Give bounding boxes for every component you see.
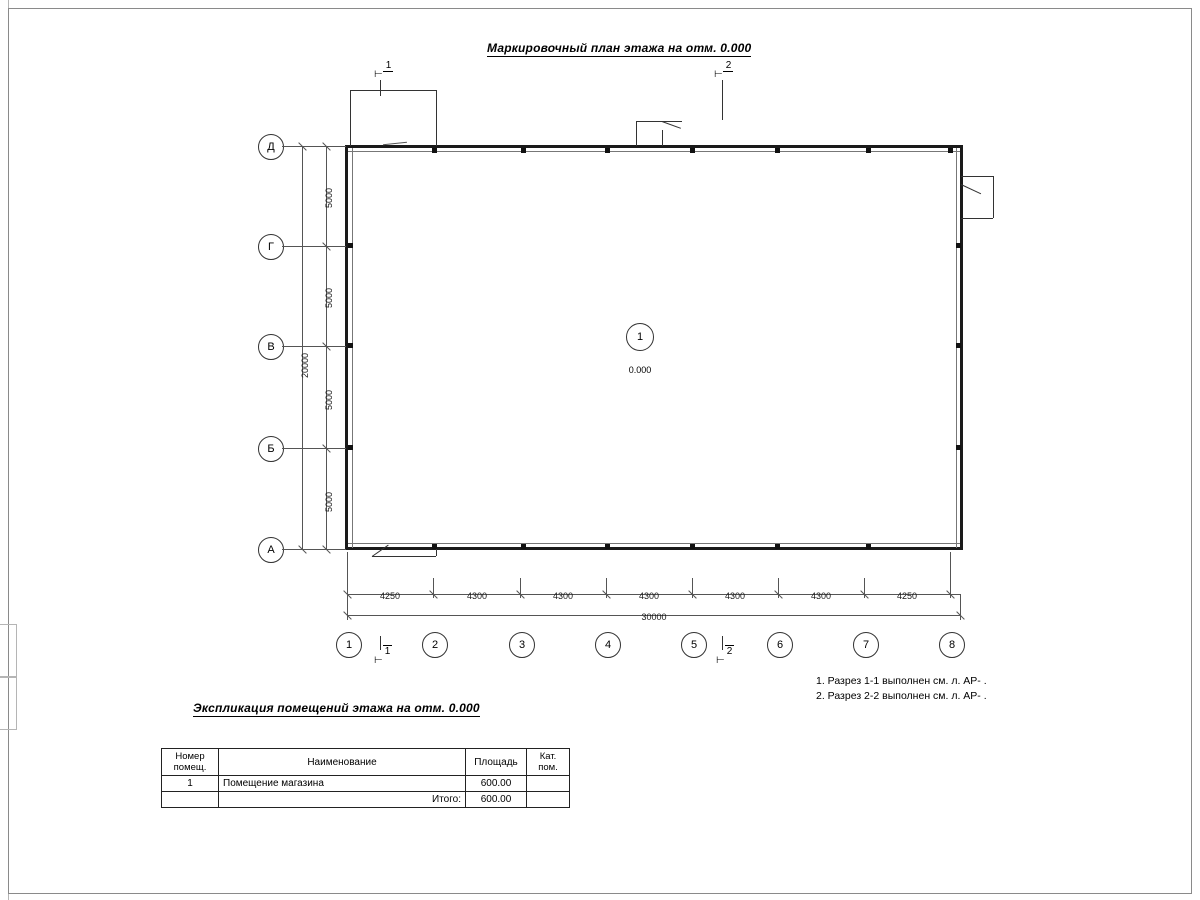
dim-label-h-total: 30000	[641, 612, 667, 622]
axis-leader-b	[282, 448, 346, 449]
column-marker	[775, 148, 780, 153]
column-marker	[432, 148, 437, 153]
section-leader-2-top	[722, 80, 723, 120]
dim-ext-8	[950, 552, 951, 598]
plan-title: Маркировочный план этажа на отм. 0.000	[487, 41, 752, 55]
total-label: Итого:	[219, 792, 466, 808]
table-header-row	[162, 749, 570, 776]
entrance-box-top-left-left	[350, 90, 351, 146]
cell-name: Помещение магазина	[219, 776, 466, 792]
axis-bubble-v: В	[258, 334, 284, 360]
wall-left-inner	[352, 148, 353, 548]
column-marker	[521, 148, 526, 153]
column-marker	[956, 343, 961, 348]
axis-bubble-3: 3	[509, 632, 535, 658]
column-marker	[956, 445, 961, 450]
header-name: Наименование	[219, 749, 466, 776]
dim-label-h-2: 4300	[466, 591, 488, 601]
axis-leader-d	[282, 146, 346, 147]
axis-bubble-g: Г	[258, 234, 284, 260]
wall-right-inner	[956, 148, 957, 548]
axis-bubble-a: А	[258, 537, 284, 563]
section-mark-1-top: ⊢1	[374, 60, 392, 80]
header-area: Площадь	[466, 749, 527, 776]
entrance-box-right-right	[993, 176, 994, 218]
dim-chain-vertical-outer	[302, 146, 303, 550]
column-marker	[690, 148, 695, 153]
entrance-box-top-mid-top	[636, 121, 682, 122]
entrance-box-top-mid-right	[662, 130, 663, 146]
total-empty-cell	[162, 792, 219, 808]
dim-label-v-total: 20000	[300, 352, 310, 378]
column-marker	[521, 544, 526, 549]
section-mark-2-bottom: ⊢2	[716, 646, 733, 666]
section-leader-1-bottom	[380, 636, 381, 650]
dim-label-v-3: 5000	[324, 389, 334, 410]
axis-bubble-6: 6	[767, 632, 793, 658]
axis-leader-v	[282, 346, 346, 347]
dim-label-h-6: 4300	[810, 591, 832, 601]
table-total-row	[162, 792, 570, 808]
total-area: 600.00	[466, 792, 527, 808]
column-marker	[956, 243, 961, 248]
column-marker	[348, 445, 353, 450]
explication-title: Экспликация помещений этажа на отм. 0.000	[193, 701, 480, 715]
column-marker	[775, 544, 780, 549]
sheet-margin-stub-2	[0, 676, 17, 730]
entrance-box-bottom-left-bottom	[372, 556, 436, 557]
table-row	[162, 776, 570, 792]
section-mark-1-bottom: ⊢1	[374, 646, 391, 666]
column-marker	[866, 148, 871, 153]
dim-label-h-7: 4250	[896, 591, 918, 601]
section-leader-2-bottom	[722, 636, 723, 650]
section-leader-1-top	[380, 80, 381, 96]
axis-bubble-7: 7	[853, 632, 879, 658]
header-category	[527, 749, 570, 776]
header-number	[162, 749, 219, 776]
dim-label-v-1: 5000	[324, 187, 334, 208]
dim-label-h-4: 4300	[638, 591, 660, 601]
cell-area: 600.00	[466, 776, 527, 792]
entrance-box-right-top	[961, 176, 993, 177]
dim-label-h-1: 4250	[379, 591, 401, 601]
column-marker	[432, 544, 437, 549]
header-category-line2: пом.	[538, 762, 558, 773]
axis-bubble-1: 1	[336, 632, 362, 658]
note-line-2: 2. Разрез 2-2 выполнен см. л. АР- .	[816, 690, 987, 702]
entrance-box-top-mid-left	[636, 121, 637, 146]
dim-label-v-4: 5000	[324, 491, 334, 512]
entrance-box-top-left-right	[436, 90, 437, 146]
room-number-tag: 1	[626, 323, 654, 351]
explication-table	[161, 748, 570, 808]
column-marker	[605, 544, 610, 549]
dim-ext-1	[347, 552, 348, 598]
dim-label-h-5: 4300	[724, 591, 746, 601]
note-line-1: 1. Разрез 1-1 выполнен см. л. АР- .	[816, 675, 987, 687]
header-category-line1: Кат.	[539, 751, 557, 762]
axis-bubble-4: 4	[595, 632, 621, 658]
column-marker	[866, 544, 871, 549]
entrance-box-right-bottom	[961, 218, 993, 219]
header-number-line1: Номер	[175, 751, 205, 762]
sheet-margin-stub-1	[0, 624, 17, 678]
axis-leader-g	[282, 246, 346, 247]
cell-category	[527, 776, 570, 792]
column-marker	[348, 243, 353, 248]
axis-bubble-d: Д	[258, 134, 284, 160]
axis-bubble-2: 2	[422, 632, 448, 658]
dim-label-h-3: 4300	[552, 591, 574, 601]
column-marker	[348, 343, 353, 348]
axis-bubble-8: 8	[939, 632, 965, 658]
header-number-line2: помещ.	[173, 762, 207, 773]
column-marker	[605, 148, 610, 153]
cell-number: 1	[162, 776, 219, 792]
dim-label-v-2: 5000	[324, 287, 334, 308]
axis-bubble-5: 5	[681, 632, 707, 658]
column-marker	[948, 148, 953, 153]
entrance-box-bottom-left-right	[436, 548, 437, 556]
axis-leader-a	[282, 549, 346, 550]
column-marker	[690, 544, 695, 549]
entrance-box-top-left-top	[350, 90, 436, 91]
section-mark-2-top: ⊢2	[714, 60, 732, 80]
room-level-label: 0.000	[628, 365, 652, 375]
axis-bubble-b: Б	[258, 436, 284, 462]
total-category	[527, 792, 570, 808]
